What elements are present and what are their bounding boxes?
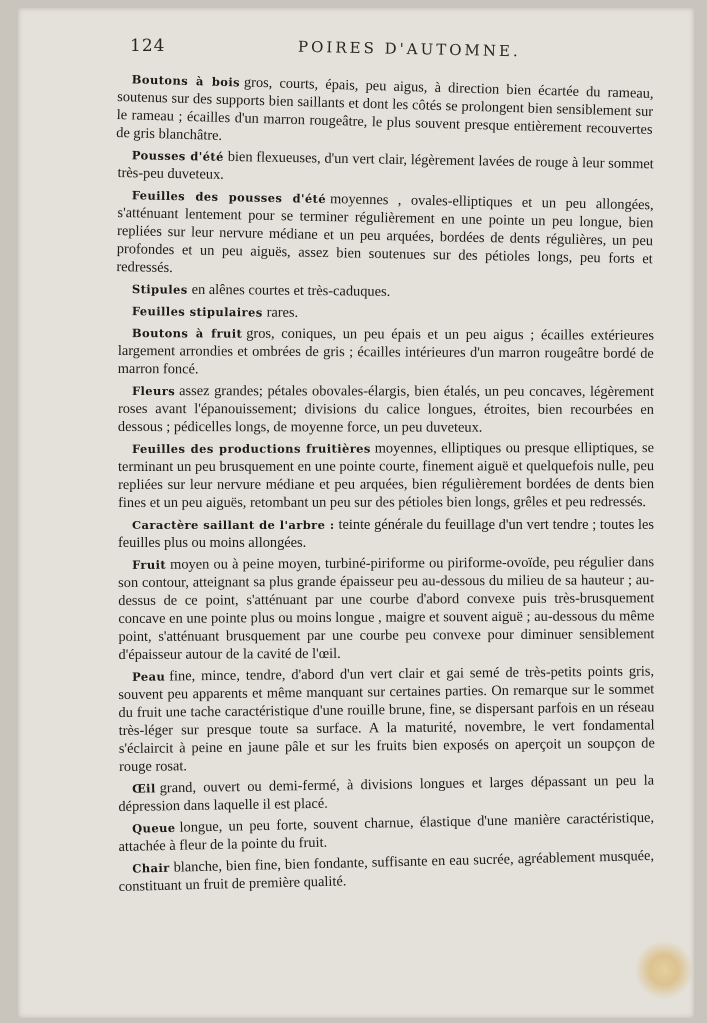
paragraph-text: blanche, bien fine, bien fondante, suffisante en eau sucrée, agréablement musquée, constituant un fruit de première qualité.	[118, 847, 655, 895]
paragraph-text: gros, courts, épais, peu aigus, à direction bien écartée du rameau, soutenus sur des supports bien saillants et dont les côtés se prolongent bien sensiblement sur le rameau ; écailles d'un marron rougeâtre, le plus souvent presque entièrement recouvertes de gris blanchâtre.	[116, 74, 654, 144]
paragraph-caractere-saillant	[118, 516, 654, 552]
term: Queue	[132, 820, 176, 836]
page-header	[130, 36, 650, 60]
paragraph-text: moyen ou à peine moyen, turbiné-piriforme ou piriforme-ovoïde, peu régulier dans son contour, atteignant sa plus grande épaisseur peu au-dessous du milieu de sa hauteur ; au-dessus de ce point, s'atténuant par une courbe d'abord convexe puis très-brusquement concave en une pointe plus ou moins longue , maigre et souvent aiguë ; au-dessous du même point, s'atténuant brusquement par une courbe peu convexe pour diminuer sensiblement d'épaisseur autour de la cavité de l'œil.	[118, 554, 655, 663]
term: Pousses d'été	[131, 148, 224, 164]
book-page	[18, 8, 694, 1018]
page-number: 124	[130, 36, 166, 56]
paragraph-feuilles-productions	[118, 439, 654, 512]
paragraph-text: teinte générale du feuillage d'un vert tendre ; toutes les feuilles plus ou moins allongées.	[118, 517, 654, 551]
paragraph-text: en alênes courtes et très-caduques.	[191, 281, 391, 300]
term: Fruit	[132, 557, 167, 572]
term: Boutons à fruit	[131, 326, 243, 341]
term: Feuilles des pousses d'été	[131, 188, 327, 206]
paragraph-text: assez grandes; pétales obovales-élargis, bien étalés, un peu concaves, légèrement roses avant l'épanouissement; divisions du calice longues, étroites, bien recourbées en dessous ; pédicelles longs, de moyenne force, un peu duveteux.	[117, 383, 654, 436]
running-title: POIRES D'AUTOMNE.	[297, 37, 521, 61]
paragraph-text: gros, coniques, un peu épais et un peu aigus ; écailles extérieures largement arrondies et ombrées de gris ; écailles intérieures d'un marron rougeâtre bordé de marron foncé.	[117, 325, 655, 378]
paragraph-text: rares.	[266, 304, 299, 321]
term: Caractère saillant de l'arbre :	[132, 518, 335, 532]
paragraph-feuilles-stipulaires	[118, 302, 654, 326]
term: Chair	[132, 860, 170, 876]
paragraph-text: moyennes , ovales-elliptiques et un peu allongées, s'atténuant lentement pour se terminer régulièrement en une pointe un peu longue, bien repliées sur leur nervure médiane et un peu arquées, bordées de dents régulières, un peu profondes et un peu aiguës, assez bien soutenues sur des pétioles longs, peu forts et redressés.	[116, 191, 654, 277]
paragraph-boutons-a-bois	[116, 70, 654, 157]
paragraph-text: moyennes, elliptiques ou presque elliptiques, se terminant un peu brusquement en une pointe courte, finement aiguë et quelquefois nulle, peu repliées sur leur nervure médiane et peu arquées, bien régulièrement bordées de dents bien fines et un peu aiguës, retombant un peu sur des pétioles bien longs, grêles et peu redressés.	[118, 440, 655, 511]
term: Feuilles stipulaires	[131, 304, 263, 320]
description-text	[118, 70, 654, 900]
paragraph-text: grand, ouvert ou demi-fermé, à divisions longues et larges dépassant un peu la dépression dans laquelle il est placé.	[118, 772, 655, 815]
paragraph-fruit	[118, 553, 655, 664]
term: Boutons à bois	[131, 72, 241, 90]
paragraph-feuilles-pousses	[116, 186, 654, 286]
paragraph-fleurs	[118, 382, 654, 437]
paper-stain	[636, 940, 692, 1000]
term: Œil	[132, 781, 156, 796]
term: Peau	[132, 669, 166, 684]
paragraph-text: longue, un peu forte, souvent charnue, élastique d'une manière caractéristique, attachée à fleur de la pointe du fruit.	[118, 809, 655, 855]
paragraph-oeil	[118, 772, 654, 816]
paragraph-text: fine, mince, tendre, d'abord d'un vert clair et gai semé de très-petits points gris, souvent peu apparents et même manquant sur certaines parties. On remarque sur le sommet du fruit une tache caractéristique d'une rouille brune, fine, se dispersant parfois en un réseau très-léger sur presque toute sa surface. A la maturité, novembre, le vert fondamental s'éclaircit à peine en jaune pâle et sur les fruits bien exposés on aperçoit un soupçon de rouge rosat.	[118, 663, 655, 775]
paragraph-peau	[118, 662, 655, 776]
term: Feuilles des productions fruitières	[132, 441, 371, 456]
term: Fleurs	[131, 384, 176, 399]
paragraph-boutons-a-fruit	[118, 324, 654, 381]
paragraph-text: bien flexueuses, d'un vert clair, légèrement lavées de rouge à leur sommet très-peu duveteux.	[117, 148, 654, 183]
term: Stipules	[131, 282, 188, 297]
